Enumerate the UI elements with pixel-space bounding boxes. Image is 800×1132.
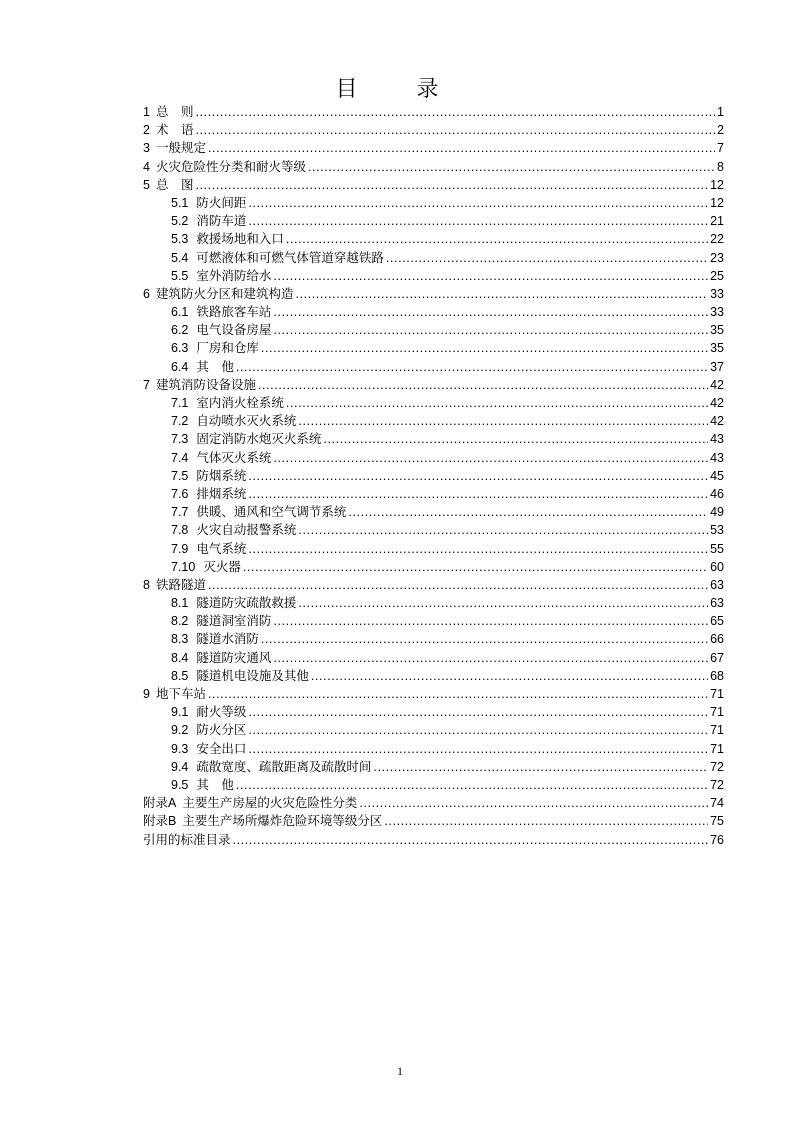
toc-entry-label: 建筑防火分区和建筑构造	[155, 285, 294, 301]
page-number: 1	[397, 1064, 403, 1078]
dot-leader	[308, 158, 715, 176]
toc-entry-label: 灭火器	[203, 558, 241, 574]
toc-entry[interactable]	[143, 558, 724, 576]
toc-entry[interactable]	[143, 139, 724, 157]
toc-entry-page: 43	[710, 432, 724, 447]
toc-entry-number: 9.2	[171, 723, 189, 738]
toc-entry-label: 铁路旅客车站	[196, 304, 272, 320]
toc-entry-page: 8	[717, 159, 724, 174]
dot-leader	[248, 703, 708, 721]
dot-leader	[208, 685, 708, 703]
toc-entry-page: 7	[717, 141, 724, 156]
dot-leader	[248, 467, 708, 485]
page-title: 目 录	[335, 77, 465, 102]
toc-entry-page: 35	[710, 323, 724, 338]
dot-leader	[236, 358, 708, 376]
toc-entry-label: 主要生产房屋的火灾危险性分类	[182, 795, 358, 811]
toc-entry-number: 5	[143, 177, 150, 192]
toc-entry-number: 8.5	[171, 668, 189, 683]
toc-entry[interactable]	[143, 321, 724, 339]
toc-entry-number: 9.3	[171, 741, 189, 756]
dot-leader	[248, 194, 708, 212]
toc-entry[interactable]	[143, 685, 724, 703]
toc-entry[interactable]	[143, 249, 724, 267]
dot-leader	[273, 649, 708, 667]
dot-leader	[298, 412, 708, 430]
toc-entry-label: 厂房和仓库	[196, 340, 259, 356]
toc-entry-number: 7.9	[171, 541, 189, 556]
toc-entry-label: 其 他	[196, 358, 234, 374]
dot-leader	[195, 176, 708, 194]
dot-leader	[236, 776, 708, 794]
toc-entry-page: 33	[710, 286, 724, 301]
toc-entry[interactable]	[143, 158, 724, 176]
toc-entry[interactable]	[143, 412, 724, 430]
toc-entry-label: 其 他	[196, 776, 234, 792]
toc-entry-number: 9.5	[171, 777, 189, 792]
toc-entry[interactable]	[143, 667, 724, 685]
toc-entry-number: 7.7	[171, 505, 189, 520]
toc-entry-page: 12	[710, 177, 724, 192]
toc-entry-label: 防烟系统	[196, 467, 247, 483]
toc-entry-label: 供暖、通风和空气调节系统	[196, 504, 347, 520]
toc-entry-number: 5.2	[171, 214, 189, 229]
toc-entry-number: 附录B	[143, 814, 177, 829]
toc-entry-number: 9.4	[171, 759, 189, 774]
toc-entry-label: 主要生产场所爆炸危险环境等级分区	[182, 813, 383, 829]
toc-entry-label: 排烟系统	[196, 485, 247, 501]
toc-entry-page: 63	[710, 596, 724, 611]
toc-entry[interactable]	[143, 540, 724, 558]
toc-entry-number: 8.2	[171, 614, 189, 629]
toc-entry-label: 电气系统	[196, 540, 247, 556]
toc-entry-page: 53	[710, 523, 724, 538]
dot-leader	[273, 321, 708, 339]
toc-entry-page: 71	[710, 723, 724, 738]
toc-entry-page: 12	[710, 195, 724, 210]
toc-entry-page: 43	[710, 450, 724, 465]
toc-entry-page: 2	[717, 123, 724, 138]
toc-entry-number: 7.5	[171, 468, 189, 483]
dot-leader	[273, 449, 708, 467]
dot-leader	[243, 558, 708, 576]
toc-entry-number: 7.4	[171, 450, 189, 465]
toc-entry[interactable]	[143, 649, 724, 667]
toc-entry-page: 60	[710, 559, 724, 574]
dot-leader	[261, 339, 708, 357]
toc-entry-number: 6.2	[171, 323, 189, 338]
toc-entry[interactable]	[143, 758, 724, 776]
toc-entry-label: 自动喷水灭火系统	[196, 413, 297, 429]
toc-entry[interactable]	[143, 594, 724, 612]
toc-entry-label: 安全出口	[196, 740, 247, 756]
dot-leader	[208, 139, 715, 157]
toc-entry-number: 7.8	[171, 523, 189, 538]
toc-entry-page: 74	[710, 796, 724, 811]
toc-entry-label: 耐火等级	[196, 704, 247, 720]
toc-entry[interactable]	[143, 467, 724, 485]
toc-entry-page: 35	[710, 341, 724, 356]
toc-entry-label: 气体灭火系统	[196, 449, 272, 465]
toc-entry[interactable]	[143, 831, 724, 849]
toc-entry[interactable]	[143, 630, 724, 648]
toc-entry-label: 铁路隧道	[155, 576, 206, 592]
toc-entry[interactable]	[143, 176, 724, 194]
dot-leader	[311, 667, 708, 685]
toc-entry-number: 1	[143, 105, 150, 119]
toc-entry-number: 7.6	[171, 486, 189, 501]
toc-entry[interactable]	[143, 503, 724, 521]
toc-entry[interactable]	[143, 794, 724, 812]
toc-entry-label: 一般规定	[155, 140, 206, 156]
toc-entry-label: 地下车站	[155, 686, 206, 701]
toc-entry[interactable]	[143, 339, 724, 357]
toc-entry-page: 33	[710, 305, 724, 320]
toc-entry[interactable]	[143, 485, 724, 503]
toc-entry[interactable]	[143, 285, 724, 303]
toc-entry[interactable]	[143, 812, 724, 830]
dot-leader	[298, 521, 708, 539]
toc-entry-page: 76	[710, 832, 724, 847]
toc-entry[interactable]	[143, 212, 724, 230]
toc-entry-number: 附录A	[143, 796, 177, 811]
dot-leader	[248, 212, 708, 230]
toc-entry[interactable]	[143, 430, 724, 448]
toc-entry-number: 5.3	[171, 232, 189, 247]
toc-entry-page: 21	[710, 214, 724, 229]
toc-entry-page: 46	[710, 486, 724, 501]
toc-entry-number: 5.1	[171, 195, 189, 210]
dot-leader	[373, 758, 708, 776]
toc-entry-number: 8.3	[171, 632, 189, 647]
toc-entry-page: 45	[710, 468, 724, 483]
toc-entry-page: 37	[710, 359, 724, 374]
toc-entry-label: 救援场地和入口	[196, 231, 284, 247]
toc-entry[interactable]	[143, 740, 724, 758]
toc-entry-number: 7.10	[171, 559, 196, 574]
dot-leader	[273, 303, 708, 321]
toc-entry[interactable]	[143, 358, 724, 376]
toc-entry-page: 42	[710, 377, 724, 392]
toc-entry-label: 火灾危险性分类和耐火等级	[155, 158, 306, 174]
toc-entry[interactable]	[143, 612, 724, 630]
toc-entry[interactable]	[143, 103, 724, 121]
toc-entry-label: 室内消火栓系统	[196, 395, 284, 410]
toc-entry[interactable]	[143, 194, 724, 212]
dot-leader	[298, 594, 708, 612]
dot-leader	[233, 831, 709, 849]
dot-leader	[248, 485, 708, 503]
toc-entry-label: 隧道防灾通风	[196, 649, 272, 665]
toc-entry-number: 2	[143, 123, 150, 138]
toc-entry-label: 隧道水消防	[196, 631, 259, 647]
toc-entry-label: 建筑消防设备设施	[155, 376, 256, 392]
toc-entry[interactable]	[143, 303, 724, 321]
toc-entry-number: 6.3	[171, 341, 189, 356]
dot-leader	[248, 540, 708, 558]
toc-entry-label: 室外消防给水	[196, 267, 272, 283]
toc-entry-number: 6	[143, 286, 150, 301]
toc-entry-page: 1	[717, 105, 724, 119]
toc-entry[interactable]	[143, 703, 724, 721]
toc-entry-page: 68	[710, 668, 724, 683]
dot-leader	[258, 376, 708, 394]
toc-entry-number: 8.1	[171, 596, 189, 611]
toc-entry-label: 消防车道	[196, 213, 247, 229]
toc-entry-number: 7.3	[171, 432, 189, 447]
toc-entry[interactable]	[143, 267, 724, 285]
toc-entry-page: 23	[710, 250, 724, 265]
dot-leader	[261, 630, 708, 648]
toc-entry-page: 71	[710, 687, 724, 701]
toc-entry-page: 72	[710, 759, 724, 774]
toc-entry-page: 42	[710, 396, 724, 410]
toc-entry-number: 9	[143, 687, 150, 701]
toc-entry-number: 8	[143, 577, 150, 592]
toc-entry-label: 疏散宽度、疏散距离及疏散时间	[196, 758, 372, 774]
dot-leader	[248, 740, 708, 758]
toc-entry-page: 25	[710, 268, 724, 283]
toc-entry-page: 22	[710, 232, 724, 247]
toc-entry-label: 总 图	[155, 176, 194, 192]
toc-entry-label: 电气设备房屋	[196, 322, 272, 338]
toc-entry-page: 65	[710, 614, 724, 629]
dot-leader	[323, 430, 708, 448]
toc-entry-page: 49	[710, 505, 724, 520]
toc-entry-number: 6.1	[171, 305, 189, 320]
toc-entry-page: 71	[710, 741, 724, 756]
toc-entry-number: 3	[143, 141, 150, 156]
toc-entry[interactable]	[143, 521, 724, 539]
dot-leader	[208, 576, 708, 594]
toc-entry-number: 7	[143, 377, 150, 392]
dot-leader	[295, 285, 708, 303]
toc-entry-label: 固定消防水炮灭火系统	[196, 431, 322, 447]
toc-entry-number: 5.4	[171, 250, 189, 265]
dot-leader	[273, 612, 708, 630]
toc-entry-number: 9.1	[171, 705, 189, 720]
toc-entry-page: 63	[710, 577, 724, 592]
toc-entry[interactable]	[143, 576, 724, 594]
toc-entry-label: 可燃液体和可燃气体管道穿越铁路	[196, 249, 384, 265]
toc-entry[interactable]	[143, 376, 724, 394]
toc-entry-number: 7.2	[171, 414, 189, 429]
toc-entry[interactable]	[143, 121, 724, 139]
toc-entry-label: 隧道防灾疏散救援	[196, 595, 297, 611]
dot-leader	[348, 503, 708, 521]
toc-entry-number: 8.4	[171, 650, 189, 665]
toc-entry[interactable]	[143, 230, 724, 248]
toc-entry-number: 4	[143, 159, 150, 174]
toc-entry[interactable]	[143, 776, 724, 794]
toc-entry[interactable]	[143, 449, 724, 467]
toc-entry-page: 66	[710, 632, 724, 647]
toc-entry-page: 72	[710, 777, 724, 792]
dot-leader	[286, 230, 708, 248]
toc-entry-label: 引用的标准目录	[143, 831, 231, 847]
toc-entry-page: 55	[710, 541, 724, 556]
toc-entry-number: 5.5	[171, 268, 189, 283]
toc-entry-label: 术 语	[155, 122, 194, 138]
table-of-contents	[143, 103, 724, 849]
dot-leader	[195, 103, 715, 121]
toc-entry[interactable]	[143, 721, 724, 739]
toc-entry-label: 隧道机电设施及其他	[196, 667, 309, 683]
toc-entry-number: 6.4	[171, 359, 189, 374]
toc-entry-label: 隧道洞室消防	[196, 613, 272, 629]
toc-entry-page: 67	[710, 650, 724, 665]
toc-entry-page: 75	[710, 814, 724, 829]
toc-entry-page: 71	[710, 705, 724, 720]
toc-entry-label: 火灾自动报警系统	[196, 522, 297, 538]
toc-entry-label: 总 则	[155, 104, 194, 119]
toc-entry-number: 7.1	[171, 396, 189, 410]
toc-entry-label: 防火分区	[196, 722, 247, 738]
toc-entry-page: 42	[710, 414, 724, 429]
dot-leader	[248, 721, 708, 739]
dot-leader	[286, 394, 708, 412]
dot-leader	[386, 249, 708, 267]
dot-leader	[273, 267, 708, 285]
toc-entry-label: 防火间距	[196, 194, 247, 210]
toc-entry[interactable]	[143, 394, 724, 412]
dot-leader	[384, 812, 708, 830]
dot-leader	[195, 121, 715, 139]
dot-leader	[359, 794, 708, 812]
